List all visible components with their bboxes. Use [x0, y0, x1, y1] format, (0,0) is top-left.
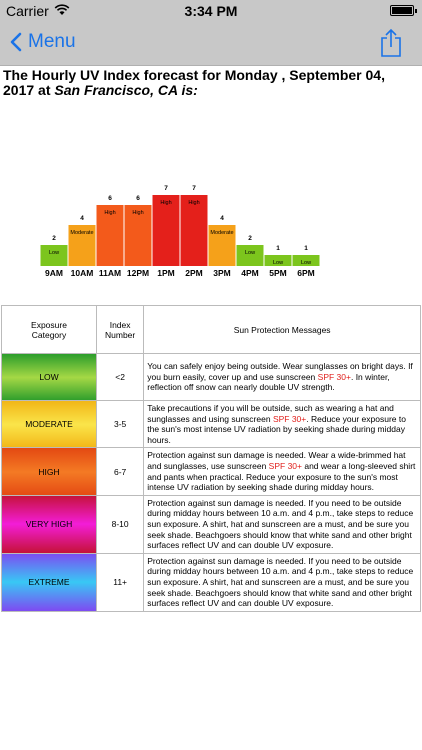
index-high: 6-7 [97, 448, 144, 495]
x-tick-label: 2PM [185, 268, 203, 278]
bar-value-label: 1 [276, 245, 280, 252]
x-tick-label: 1PM [157, 268, 175, 278]
menu-back-button[interactable] [10, 31, 76, 53]
forecast-title [3, 68, 417, 98]
message-extreme: Protection against sun damage is needed. If you need to be outside during midday hours between 10 a.m. and 4 p.m., take steps to reduce sun exposure. A shirt, hat and sunscreen are a must, and be sure you seek shade. Beachgoers should know that white sand and other bright surfaces reflect UV and can double UV exposure. [144, 553, 421, 611]
spf-highlight: SPF 30+ [268, 460, 302, 471]
bar-value-label: 6 [108, 195, 112, 202]
bar-value-label: 6 [136, 195, 140, 202]
bar-value-label: 2 [52, 235, 56, 242]
header-exposure: Exposure Category [2, 306, 97, 354]
message-text: Take precautions if you will be outside, such as wearing a hat and sunglasses and using sunscreen [147, 403, 394, 424]
bar-category-label: High [188, 200, 200, 206]
x-tick-label: 4PM [241, 268, 259, 278]
table-row [2, 553, 421, 611]
header-messages: Sun Protection Messages [144, 306, 421, 354]
table-row [2, 354, 421, 401]
message-low [144, 354, 421, 401]
forecast-location: San Francisco, CA is: [54, 82, 198, 98]
bar-category-label: Low [244, 250, 256, 256]
x-tick-label: 9AM [45, 268, 63, 278]
bar-category-label: Low [300, 260, 312, 266]
message-high [144, 448, 421, 495]
message-very-high: Protection against sun damage is needed. If you need to be outside during midday hours between 10 a.m. and 4 p.m., take steps to reduce sun exposure. A shirt, hat and sunscreen are a must, and be sure you seek shade. Beachgoers should know that white sand and other bright surfaces reflect UV and can double UV exposure. [144, 495, 421, 553]
chevron-left-icon [10, 32, 22, 52]
forecast-title-text: The Hourly UV Index forecast for Monday , September 04, 2017 at [3, 67, 385, 98]
bar-value-label: 1 [304, 245, 308, 252]
spf-highlight: SPF 30+ [317, 371, 351, 382]
bar-category-label: High [132, 210, 144, 216]
bar-category-label: Moderate [70, 230, 94, 236]
bar-category-label: High [160, 200, 172, 206]
category-high: HIGH [2, 448, 97, 495]
table-row [2, 495, 421, 553]
category-extreme: EXTREME [2, 553, 97, 611]
navigation-bar [0, 22, 422, 66]
bar-value-label: 7 [164, 185, 168, 192]
index-low: <2 [97, 354, 144, 401]
bar-value-label: 7 [192, 185, 196, 192]
message-text: . In winter, reflection off snow can nearly double UV strength. [147, 371, 390, 393]
bar-value-label: 4 [220, 215, 224, 222]
table-row [2, 401, 421, 448]
index-moderate: 3-5 [97, 401, 144, 448]
bar-value-label: 2 [248, 235, 252, 242]
category-moderate: MODERATE [2, 401, 97, 448]
bar-category-label: Low [272, 260, 284, 266]
message-text: . Reduce your exposure to the sun's most intense UV radiation by seeking shade during midday hours. [147, 413, 406, 445]
x-tick-label: 5PM [269, 268, 287, 278]
bar-category-label: Low [48, 250, 60, 256]
x-tick-label: 11AM [98, 268, 122, 278]
category-very-high: VERY HIGH [2, 495, 97, 553]
header-index: Index Number [97, 306, 144, 354]
x-tick-label: 12PM [126, 268, 150, 278]
index-very-high: 8-10 [97, 495, 144, 553]
share-icon[interactable] [380, 28, 402, 58]
message-text: Protection against sun damage is needed. Wear a wide-brimmed hat and sunglasses, use sunscreen [147, 450, 406, 471]
carrier-label: Carrier [6, 3, 49, 19]
category-low: LOW [2, 354, 97, 401]
table-row [2, 448, 421, 495]
uv-info-table [1, 305, 421, 612]
battery-icon [390, 5, 414, 16]
message-text: and wear a long-sleeved shirt and pants when practical. Reduce your exposure to the sun's most intense UV radiation by seeking shade during midday hours. [147, 460, 416, 493]
x-tick-label: 6PM [297, 268, 315, 278]
bar-category-label: Moderate [210, 230, 234, 236]
message-moderate [144, 401, 421, 448]
x-tick-label: 10AM [70, 268, 94, 278]
x-tick-label: 3PM [213, 268, 231, 278]
status-time: 3:34 PM [184, 3, 238, 19]
menu-label: Menu [28, 31, 76, 52]
bar-value-label: 4 [80, 215, 84, 222]
table-header-row [2, 306, 421, 354]
bar-category-label: High [104, 210, 116, 216]
message-text: You can safely enjoy being outside. Wear sunglasses on bright days. If you burn easily, cover up and use sunscreen [147, 361, 413, 382]
status-bar [0, 0, 422, 22]
index-extreme: 11+ [97, 553, 144, 611]
spf-highlight: SPF 30+ [272, 413, 307, 424]
uv-bar-chart [40, 175, 340, 285]
